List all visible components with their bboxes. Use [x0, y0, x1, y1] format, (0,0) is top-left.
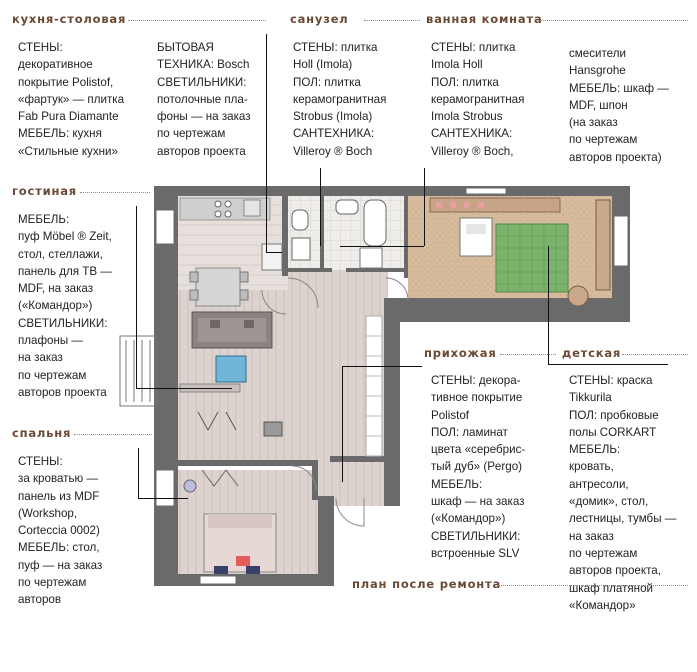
dining-table [196, 268, 240, 306]
kitchen-specs-left: СТЕНЫ: декоративное покрытие Polistof, «фартук» — плитка Fab Pura Diamante МЕБЕЛЬ: кухня «Стильные кухни» [18, 41, 125, 158]
wc-leader [320, 168, 321, 246]
bedroom-specs: СТЕНЫ: за кроватью — панель из MDF (Workshop, Corteccia 0002) МЕБЕЛЬ: стол, пуф — на заказ по чертежам авторов [18, 455, 103, 607]
fridge [262, 244, 282, 270]
living-shelf [264, 422, 282, 436]
bedroom-leader-h [138, 498, 188, 499]
heading-rule [622, 354, 688, 355]
hall-specs: СТЕНЫ: декора- тивное покрытие Polistof ПОЛ: ламинат цвета «серебрис- тый дуб» (Pergo) МЕБЕЛЬ: шкаф — на заказ («Командор») СВЕТИЛЬНИКИ: встроенные SLV [431, 374, 526, 560]
wc-specs: СТЕНЫ: плитка Holl (Imola) ПОЛ: плитка керамогранитная Strobus (Imola) САНТЕХНИКА: Villeroy ® Boch [293, 41, 387, 158]
kids-specs: СТЕНЫ: краска Tikkurila ПОЛ: пробковые полы CORKART МЕБЕЛЬ: кровать, антресоли, «домик», стол, лестницы, тумбы — на заказ по чертежам авторов проекта, шкаф платяной «Командор» [569, 374, 677, 612]
kids-leader [548, 246, 549, 364]
ottoman [216, 356, 246, 382]
heading-bathroom-wc: санузел [290, 12, 349, 26]
kitchen-leader [266, 34, 267, 252]
bath-leader-h [340, 246, 424, 247]
living-specs: МЕБЕЛЬ: пуф Möbel ® Zeit, стол, стеллажи, панель для ТВ — MDF, на заказ («Командор») СВЕТИЛЬНИКИ: плафоны — на заказ по чертежам авторов проекта [18, 213, 112, 399]
kids-stool [568, 286, 588, 306]
hall-leader-h [342, 366, 422, 367]
hall-wardrobe [366, 316, 382, 456]
bath-leader [424, 168, 425, 246]
heading-living: гостиная [12, 184, 77, 198]
living-leader-h [136, 388, 232, 389]
living-leader [136, 206, 137, 388]
kids-shelf [430, 198, 560, 212]
heading-rule [364, 20, 420, 21]
kids-wardrobe [596, 200, 610, 290]
bathroom-specs-right: смесители Hansgrohe МЕБЕЛЬ: шкаф — MDF, шпон (на заказ по чертежам авторов проекта) [569, 47, 669, 164]
hall-leader [342, 366, 343, 482]
heading-rule [540, 20, 688, 21]
heading-bathroom: ванная комната [426, 12, 543, 26]
heading-rule [128, 20, 266, 21]
heading-rule [74, 434, 152, 435]
heading-hall: прихожая [424, 346, 497, 360]
kids-leader-h [548, 364, 668, 365]
bathtub [364, 200, 386, 246]
kitchen-leader-h [266, 252, 282, 253]
heading-rule [80, 192, 150, 193]
kids-bed [460, 218, 492, 256]
heading-plan-after: план после ремонта [352, 577, 502, 591]
heading-kitchen: кухня-столовая [12, 12, 127, 26]
balcony [120, 336, 156, 406]
heading-bedroom: спальня [12, 426, 72, 440]
heading-kids: детская [562, 346, 622, 360]
bedroom-leader [138, 448, 139, 498]
bathroom-specs-left: СТЕНЫ: плитка Imola Holl ПОЛ: плитка керамогранитная Imola Strobus САНТЕХНИКА: Villeroy ® Boch, [431, 41, 525, 158]
kitchen-specs-right: БЫТОВАЯ ТЕХНИКА: Bosch СВЕТИЛЬНИКИ: потолочные пла- фоны — на заказ по чертежам авторов проекта [157, 41, 251, 158]
heading-rule [500, 354, 556, 355]
